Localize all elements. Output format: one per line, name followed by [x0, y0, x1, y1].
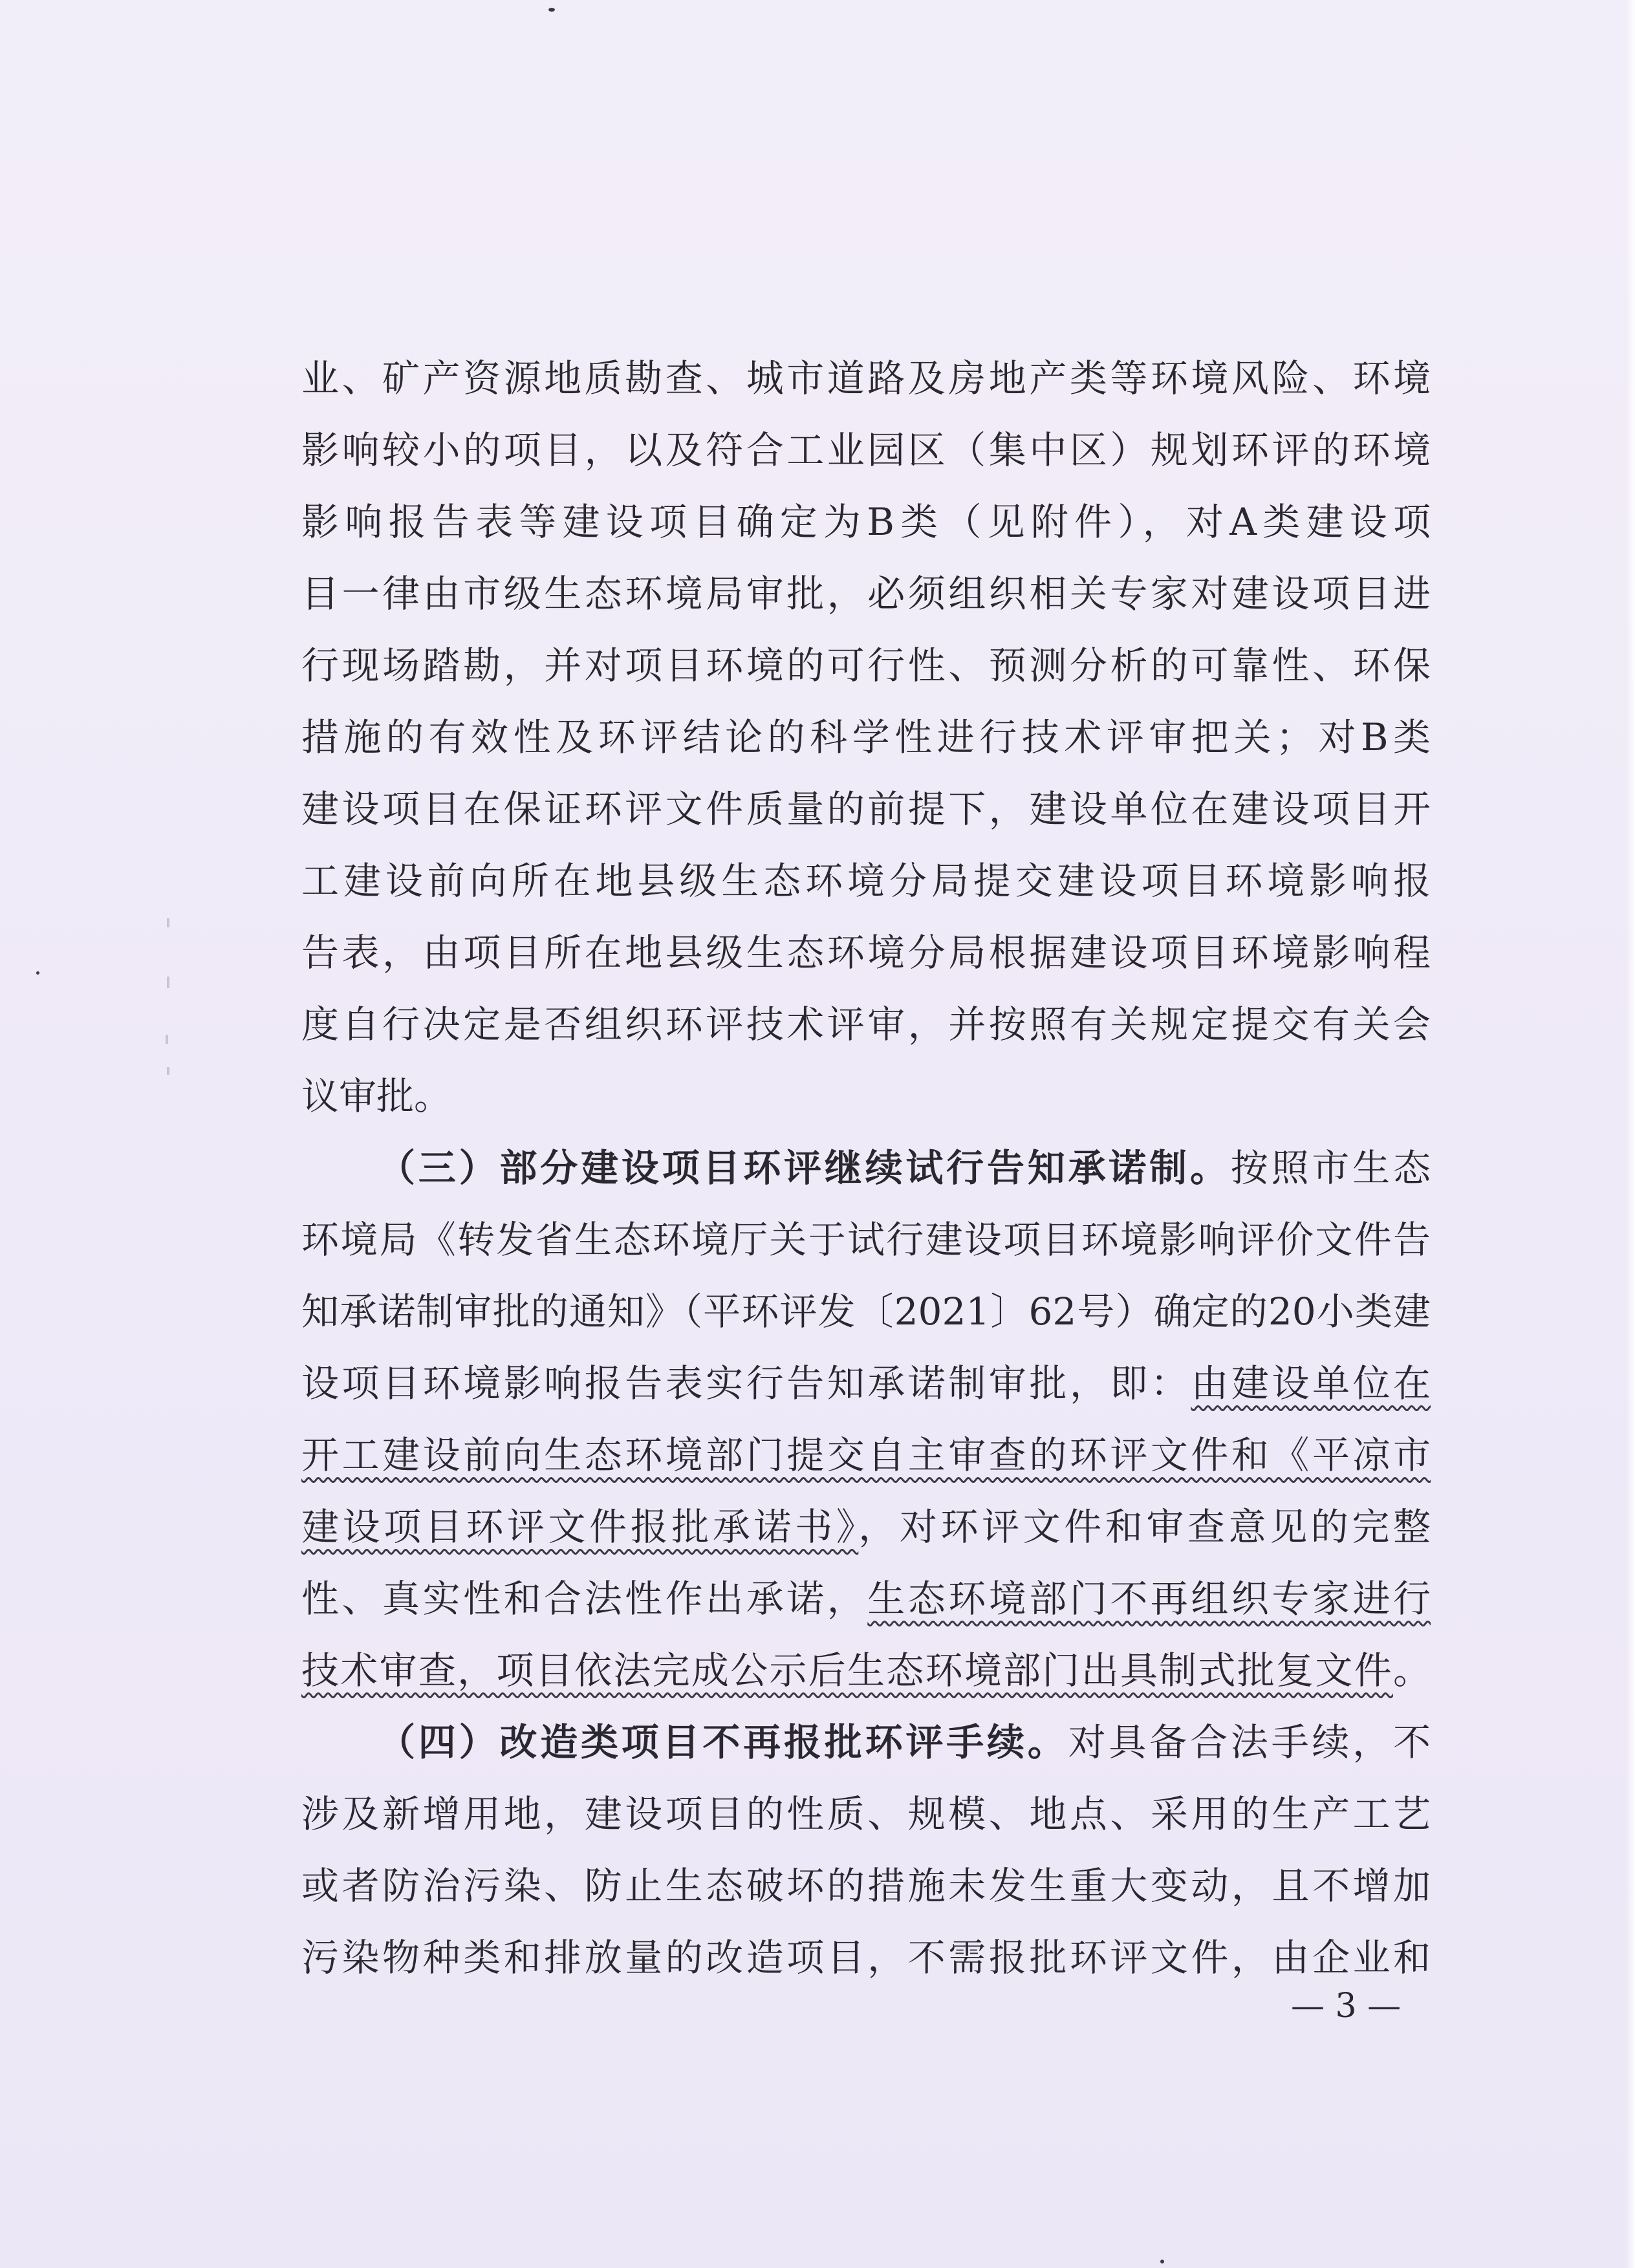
section3-heading: （三）部分建设项目环评继续试行告知承诺制。	[378, 1146, 1231, 1190]
binding-mark	[167, 918, 169, 927]
section4-heading-line	[301, 1707, 1431, 1778]
text-line: 业、矿产资源地质勘查、城市道路及房地产类等环境风险、环境	[301, 356, 1431, 400]
text-line: 工建设前向所在地县级生态环境分局提交建设项目环境影响报	[301, 859, 1431, 903]
text-line: 污染物种类和排放量的改造项目，不需报批环评文件，由企业和	[301, 1936, 1431, 1980]
page-number: — 3 —	[1291, 1987, 1402, 2025]
underlined-span: 生态环境部门不再组织专家进行	[867, 1577, 1431, 1621]
text-span: ，对环评文件和审查意见的完整	[858, 1505, 1431, 1549]
text-line	[301, 1420, 1431, 1491]
underlined-span: 开工建设前向生态环境部门提交自主审查的环评文件和《平凉市	[301, 1433, 1431, 1477]
text-line: 措施的有效性及环评结论的科学性进行技术评审把关；对B类	[301, 715, 1431, 759]
text-line: 告表，由项目所在地县级生态环境分局根据建设项目环境影响程	[301, 931, 1431, 975]
binding-mark	[166, 1035, 168, 1044]
scan-speck	[1160, 2260, 1164, 2263]
text-line: 知承诺制审批的通知》（平环评发〔2021〕62号）确定的20小类建	[301, 1290, 1431, 1334]
text-line	[301, 1348, 1431, 1420]
text-line: 环境局《转发省生态环境厅关于试行建设项目环境影响评价文件告	[301, 1218, 1431, 1262]
text-line: 涉及新增用地，建设项目的性质、规模、地点、采用的生产工艺	[301, 1792, 1431, 1836]
text-span: 对具备合法手续，不	[1068, 1720, 1431, 1764]
text-line: 目一律由市级生态环境局审批，必须组织相关专家对建设项目进	[301, 572, 1431, 616]
scan-edge	[1626, 0, 1635, 2268]
underlined-span: 由建设单位在	[1191, 1361, 1431, 1405]
text-line	[301, 1491, 1431, 1563]
text-line: 度自行决定是否组织环评技术评审，并按照有关规定提交有关会	[301, 1002, 1431, 1046]
text-span: 性、真实性和合法性作出承诺，	[301, 1577, 868, 1621]
text-span: 设项目环境影响报告表实行告知承诺制审批，即：	[301, 1361, 1191, 1405]
section4-heading: （四）改造类项目不再报批环评手续。	[378, 1720, 1068, 1764]
text-line: 或者防治污染、防止生态破坏的措施未发生重大变动，且不增加	[301, 1864, 1431, 1908]
text-line: 影响报告表等建设项目确定为B类（见附件），对A类建设项	[301, 500, 1431, 544]
scan-speck	[36, 971, 39, 975]
text-span: 按照市生态	[1230, 1146, 1431, 1190]
text-line	[301, 1563, 1431, 1635]
binding-mark	[167, 977, 169, 988]
text-line: 建设项目在保证环评文件质量的前提下，建设单位在建设项目开	[301, 787, 1431, 831]
text-span: 。	[1392, 1648, 1431, 1692]
scan-speck	[548, 8, 555, 12]
underlined-span: 技术审查，项目依法完成公示后生态环境部门出具制式批复文件	[301, 1648, 1393, 1692]
text-line	[301, 1635, 1431, 1707]
text-line: 行现场踏勘，并对项目环境的可行性、预测分析的可靠性、环保	[301, 643, 1431, 687]
section3-heading-line	[301, 1132, 1431, 1204]
body-text	[301, 343, 1431, 1994]
binding-mark	[167, 1067, 169, 1075]
underlined-span: 建设项目环评文件报批承诺书》	[301, 1505, 859, 1549]
text-line: 影响较小的项目，以及符合工业园区（集中区）规划环评的环境	[301, 428, 1431, 472]
text-line: 议审批。	[301, 1074, 452, 1118]
